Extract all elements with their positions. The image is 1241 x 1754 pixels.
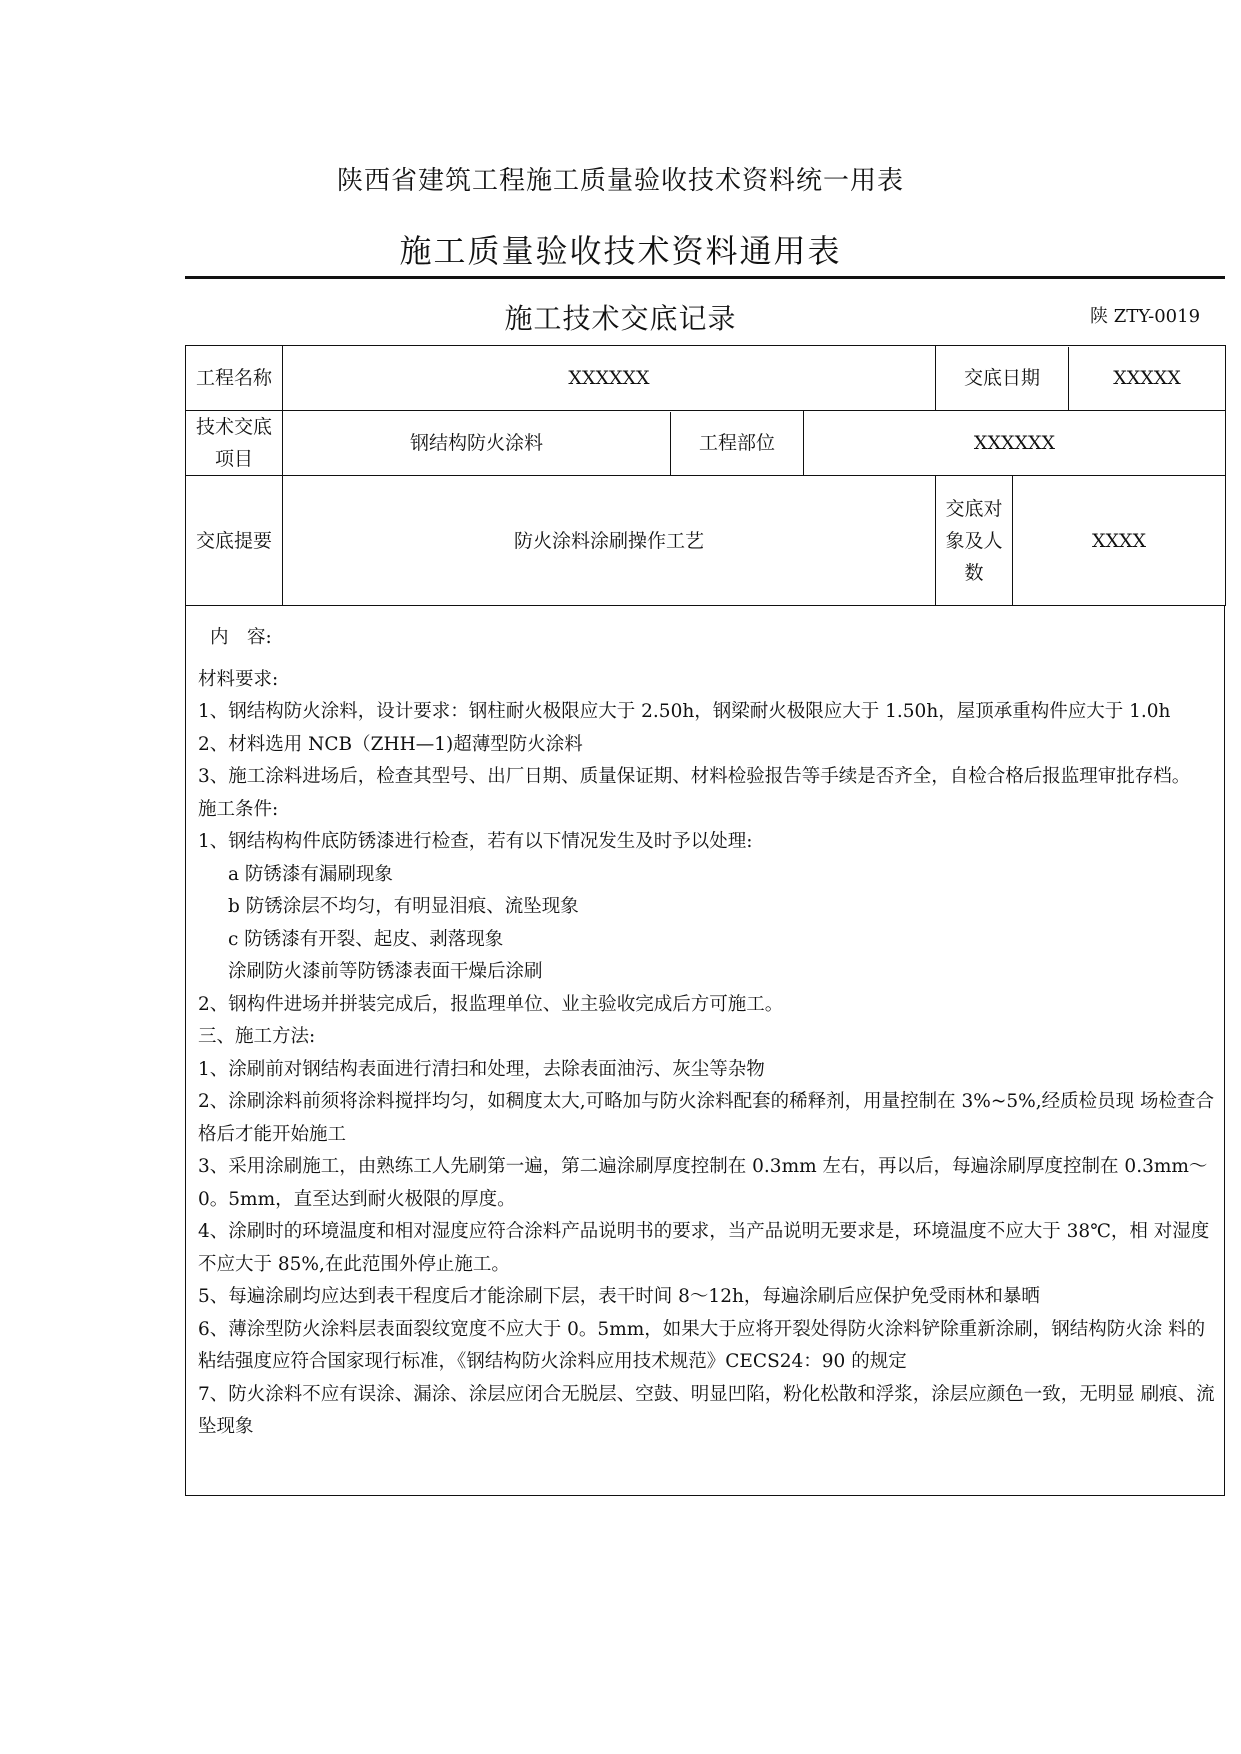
content-line: 1、涂刷前对钢结构表面进行清扫和处理，去除表面油污、灰尘等杂物 bbox=[198, 1058, 765, 1080]
content-line: 施工条件: bbox=[198, 798, 279, 820]
item-label: 技术交底项目 bbox=[186, 411, 283, 476]
content-line: 5、每遍涂刷均应达到表干程度后才能涂刷下层，表干时间 8～12h，每遍涂刷后应保护免受雨林和暴晒 bbox=[198, 1286, 1040, 1307]
content-line: c 防锈漆有开裂、起皮、剥落现象 bbox=[228, 928, 504, 950]
content-line: 4、涂刷时的环境温度和相对湿度应符合涂料产品说明书的要求，当产品说明无要求是，环境温度不应大于 38℃，相 对湿度不应大于 85%,在此范围外停止施工。 bbox=[198, 1221, 1210, 1275]
date-label: 交底日期 bbox=[936, 347, 1069, 410]
content-line: 2、涂刷涂料前须将涂料搅拌均匀，如稠度太大,可略加与防火涂料配套的稀释剂，用量控制在 3%~5%,经质检员现 场检查合格后才能开始施工 bbox=[198, 1091, 1214, 1145]
content-line: b 防锈涂层不均匀，有明显泪痕、流坠现象 bbox=[228, 896, 579, 917]
content-line: 2、钢构件进场并拼装完成后，报监理单位、业主验收完成后方可施工。 bbox=[198, 993, 784, 1015]
project-name-label: 工程名称 bbox=[186, 346, 283, 411]
item-cell-group bbox=[283, 411, 804, 476]
content-line: 2、材料选用 NCB（ZHH—1)超薄型防火涂料 bbox=[198, 733, 583, 755]
content-line: 涂刷防火漆前等防锈漆表面干燥后涂刷 bbox=[228, 961, 543, 982]
info-row bbox=[186, 411, 1226, 476]
content-line: 1、钢结构防火涂料，设计要求：钢柱耐火极限应大于 2.50h，钢梁耐火极限应大于 1.50h，屋顶承重构件应大于 1.0h bbox=[198, 701, 1171, 722]
content-line: 1、钢结构构件底防锈漆进行检查，若有以下情况发生及时予以处理: bbox=[198, 831, 753, 852]
content-line: 6、薄涂型防火涂料层表面裂纹宽度不应大于 0。5mm，如果大于应将开裂处得防火涂料铲除重新涂刷，钢结构防火涂 料的粘结强度应符合国家现行标准，《钢结构防火涂料应用技术规范》CECS24：90 的规定 bbox=[198, 1318, 1206, 1372]
form-title: 施工技术交底记录 bbox=[504, 302, 737, 335]
project-name-value: XXXXXX bbox=[283, 346, 936, 411]
date-cell-group bbox=[936, 346, 1226, 411]
content-line: 三、施工方法: bbox=[198, 1026, 316, 1047]
audience-value: XXXX bbox=[1013, 476, 1226, 606]
info-row bbox=[186, 346, 1226, 411]
location-label: 工程部位 bbox=[698, 432, 775, 454]
header-divider bbox=[185, 276, 1225, 279]
date-value: XXXXX bbox=[1113, 367, 1181, 389]
content-section bbox=[185, 606, 1225, 1496]
summary-value: 防火涂料涂刷操作工艺 bbox=[283, 476, 936, 606]
project-info-table bbox=[185, 345, 1226, 606]
form-code: 陕 ZTY-0019 bbox=[1090, 306, 1201, 327]
summary-label: 交底提要 bbox=[186, 476, 283, 606]
content-line: a 防锈漆有漏刷现象 bbox=[228, 863, 393, 885]
content-line: 材料要求: bbox=[198, 668, 279, 690]
content-line: 3、施工涂料进场后，检查其型号、出厂日期、质量保证期、材料检验报告等手续是否齐全，自检合格后报监理审批存档。 bbox=[198, 766, 1191, 787]
document-subheader-title: 施工质量验收技术资料通用表 bbox=[399, 232, 842, 270]
audience-label: 交底对象及人数 bbox=[936, 476, 1013, 606]
content-line: 7、防火涂料不应有误涂、漏涂、涂层应闭合无脱层、空鼓、明显凹陷，粉化松散和浮浆，涂层应颜色一致，无明显 刷痕、流坠现象 bbox=[198, 1383, 1215, 1437]
content-label: 内 容: bbox=[210, 627, 272, 648]
content-line: 3、采用涂刷施工，由熟练工人先刷第一遍，第二遍涂刷厚度控制在 0.3mm 左右，再以后，每遍涂刷厚度控制在 0.3mm～0。5mm，直至达到耐火极限的厚度。 bbox=[198, 1156, 1208, 1210]
document-header-title: 陕西省建筑工程施工质量验收技术资料统一用表 bbox=[336, 166, 904, 196]
info-row bbox=[186, 476, 1226, 606]
item-value: 钢结构防火涂料 bbox=[283, 412, 671, 475]
location-value: XXXXXX bbox=[804, 411, 1226, 476]
